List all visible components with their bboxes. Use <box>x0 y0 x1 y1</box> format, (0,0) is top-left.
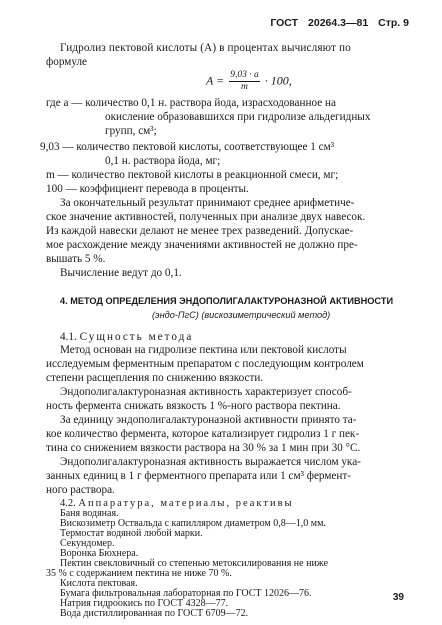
definition-line: 100 — коэффициент перевода в проценты. <box>46 183 249 195</box>
s41-line: Метод основан на гидролизе пектина или пектовой кислоты <box>60 344 347 356</box>
formula-lhs: A = <box>206 73 225 88</box>
subsection-number: 4.2. <box>60 498 76 509</box>
formula-rhs: · 100, <box>264 73 292 88</box>
subsection-title-text: Сущность метода <box>79 331 194 343</box>
s42-line: Бумага фильтровальная лабораторная по ГОСТ 12026—76. <box>60 588 312 599</box>
s42-line: 35 % с содержанием пектина не ниже 70 %. <box>46 568 232 579</box>
section-4-subtitle: (эндо-ПгС) (вискозиметрический метод) <box>152 310 331 320</box>
s42-line: Секундомер. <box>60 538 115 549</box>
s41-line: тина со снижением вязкости раствора на 30 % за 1 мин при 30 °С. <box>46 442 361 454</box>
s41-line: Эндополигалактуроназная активность характеризует способ- <box>60 386 352 398</box>
definition-line: где a — количество 0,1 н. раствора йода, израсходованное на <box>46 97 336 109</box>
definition-line: 9,03 — количество пектовой кислоты, соответствующее 1 см³ <box>40 141 335 153</box>
s41-line: степени расщепления по снижению вязкости. <box>46 372 264 384</box>
result-line: ское значение активностей, полученных при анализе двух навесок. <box>46 211 366 223</box>
s41-line: Эндополигалактуроназная активность выражается числом ука- <box>60 456 361 468</box>
s41-line: занных единиц в 1 г ферментного препарата или 1 см³ фермент- <box>46 470 352 482</box>
intro-line-2: формуле <box>46 56 87 68</box>
definition-line: окисление образовавшихся при гидролизе альдегидных <box>105 111 371 123</box>
formula-numerator: 9,03 · a <box>230 70 259 80</box>
s42-line: Кислота пектовая. <box>60 578 138 589</box>
s41-line: ного раствора. <box>46 484 115 496</box>
s42-line: Натрия гидроокись по ГОСТ 4328—77. <box>60 598 229 609</box>
s42-line: Вода дистиллированная по ГОСТ 6709—72. <box>60 608 249 619</box>
intro-line-1: Гидролиз пектовой кислоты (А) в процентах вычисляют по <box>60 42 351 54</box>
page-header <box>260 17 409 29</box>
s41-line: исследуемым ферментным препаратом с последующим контролем <box>46 358 364 370</box>
definition-line: групп, см³; <box>105 125 157 137</box>
s41-line: ность фермента снижать вязкость 1 %-ного раствора пектина. <box>46 400 341 412</box>
subsection-4-1-title <box>60 330 193 344</box>
s42-line: Вискозиметр Оствальда с капилляром диаметром 0,8—1,0 мм. <box>60 518 326 529</box>
calc-note: Вычисление ведут до 0,1. <box>60 267 182 279</box>
header-number: 20264.3—81 <box>308 17 369 29</box>
result-line: Из каждой навески делают не менее трех разведений. Допускае- <box>46 225 354 237</box>
s41-line: кое количество фермента, которое катализирует гидролиз 1 г пек- <box>46 428 360 440</box>
section-4-title: 4. МЕТОД ОПРЕДЕЛЕНИЯ ЭНДОПОЛИГАЛАКТУРОНАЗНОЙ АКТИВНОСТИ <box>60 296 394 306</box>
subsection-number: 4.1. <box>60 331 77 343</box>
s42-line: Воронка Бюхнера. <box>60 548 139 559</box>
s41-line: За единицу эндополигалактуроназной активности принято та- <box>60 414 357 426</box>
definition-line: 0,1 н. раствора йода, мг; <box>105 155 221 167</box>
result-line: вышать 5 %. <box>46 253 106 265</box>
formula-fraction <box>229 70 260 93</box>
s42-line: Баня водяная. <box>60 508 119 519</box>
result-line: За окончательный результат принимают среднее арифметиче- <box>60 197 355 209</box>
s42-line: Пектин свекловичный со степенью метоксилирования не ниже <box>60 558 329 569</box>
header-page: Стр. 9 <box>378 17 409 29</box>
definition-line: m — количество пектовой кислоты в реакционной смеси, мг; <box>46 169 339 181</box>
result-line: мое расхождение между значениями активностей не должно пре- <box>46 239 358 251</box>
s42-line: Термостат водяной любой марки. <box>60 528 203 539</box>
header-gost: ГОСТ <box>270 17 299 29</box>
formula-denominator: m <box>241 82 248 92</box>
formula <box>206 70 292 93</box>
subsection-title-text: Аппаратура, материалы, реактивы <box>78 498 294 509</box>
page-number: 39 <box>392 592 404 603</box>
